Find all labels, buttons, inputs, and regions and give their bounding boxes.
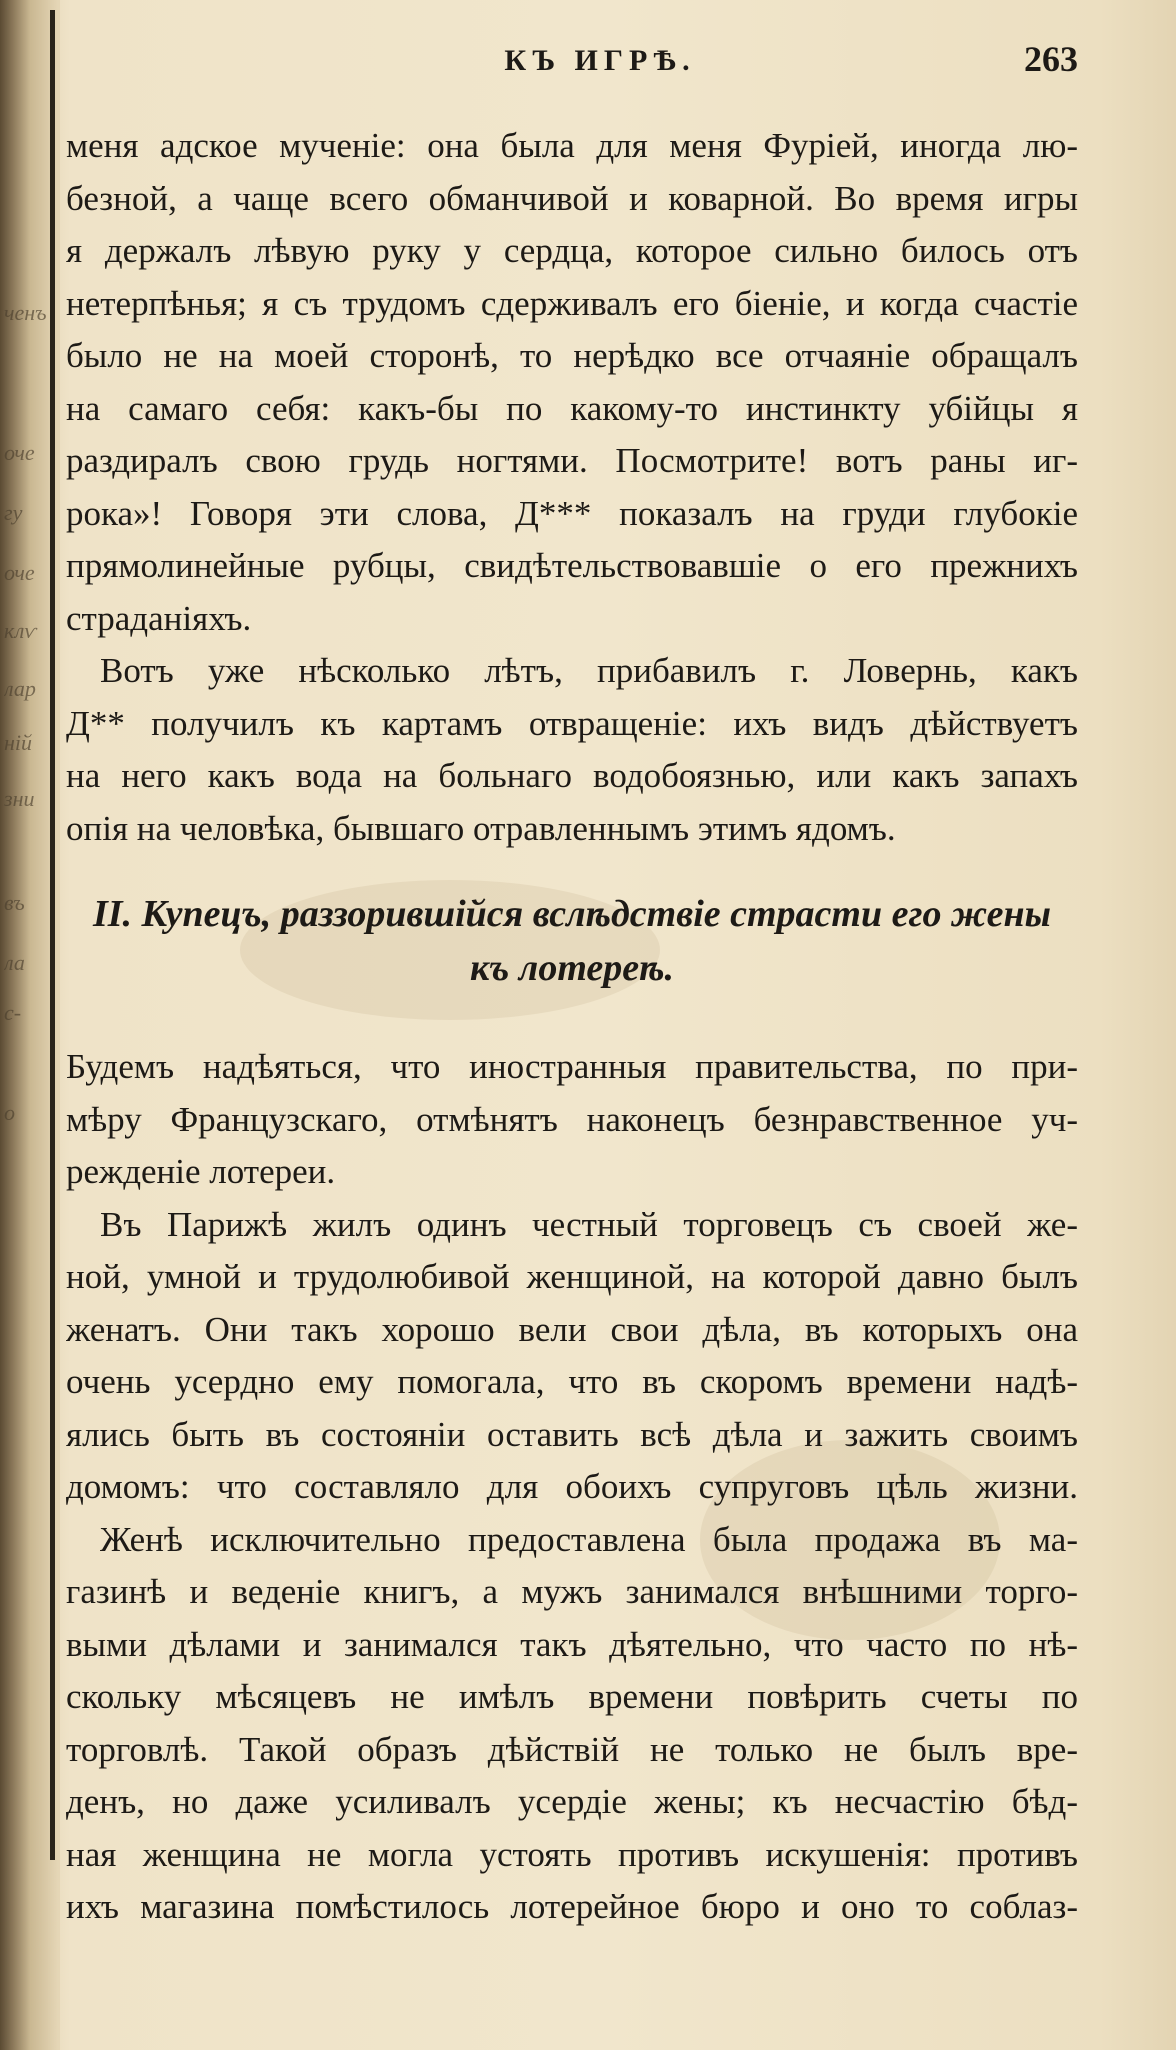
paragraph bbox=[66, 1514, 1078, 1934]
text-line: рока»! Говоря эти слова, Д*** показалъ на груди глубокіе bbox=[66, 493, 1078, 533]
running-head: КЪ ИГРѢ. bbox=[504, 44, 696, 77]
text-line: на него какъ вода на больнаго водобоязнью, или какъ запахъ bbox=[66, 756, 1078, 795]
text-line: очень усердно ему помогала, что въ скоромъ времени надѣ- bbox=[66, 1362, 1078, 1401]
text-line: безной, а чаще всего обманчивой и коварной. Во время игры bbox=[66, 178, 1078, 218]
text-line: страданіяхъ. bbox=[66, 598, 252, 638]
text-line: Женѣ исключительно предоставлена была продажа въ ма- bbox=[100, 1519, 1078, 1559]
page-number: 263 bbox=[1024, 39, 1078, 79]
text-line: было не на моей сторонѣ, то нерѣдко все отчаяніе обращалъ bbox=[66, 336, 1078, 375]
text-line: ихъ магазина помѣстилось лотерейное бюро и оно то соблаз- bbox=[66, 1887, 1078, 1926]
margin-fragment: оче bbox=[4, 560, 35, 585]
margin-fragment: клѵ bbox=[4, 618, 37, 643]
section-heading-line: къ лотереѣ. bbox=[470, 947, 674, 989]
margin-fragment: оче bbox=[4, 440, 35, 465]
section-heading-line: II. Купецъ, раззорившійся вслѣдствіе страсти его жены bbox=[92, 893, 1052, 935]
margin-fragment: ній bbox=[4, 730, 33, 755]
text-line: ной, умной и трудолюбивой женщиной, на которой давно былъ bbox=[66, 1257, 1078, 1296]
margin-fragment: лар bbox=[4, 676, 36, 701]
text-line: Будемъ надѣяться, что иностранныя правительства, по при- bbox=[66, 1047, 1078, 1086]
body-text bbox=[66, 120, 1078, 1934]
text-line: денъ, но даже усиливалъ усердіе жены; къ несчастію бѣд- bbox=[66, 1782, 1078, 1821]
text-line: выми дѣлами и занимался такъ дѣятельно, что часто по нѣ- bbox=[66, 1624, 1078, 1664]
text-line: женатъ. Они такъ хорошо вели свои дѣла, въ которыхъ она bbox=[66, 1309, 1078, 1349]
margin-fragment: ла bbox=[4, 950, 25, 975]
text-line: газинѣ и веденіе книгъ, а мужъ занимался внѣшними торго- bbox=[66, 1572, 1078, 1611]
section-heading bbox=[66, 887, 1078, 995]
text-line: Въ Парижѣ жилъ одинъ честный торговецъ съ своей же- bbox=[100, 1204, 1078, 1244]
text-line: скольку мѣсяцевъ не имѣлъ времени повѣрить счеты по bbox=[66, 1677, 1078, 1716]
text-line: нетерпѣнья; я съ трудомъ сдерживалъ его біеніе, и когда счастіе bbox=[66, 283, 1078, 323]
text-line: ная женщина не могла устоять противъ искушенія: противъ bbox=[66, 1834, 1078, 1874]
paragraph bbox=[66, 120, 1078, 645]
text-line: режденіе лотереи. bbox=[66, 1152, 336, 1191]
text-line: раздиралъ свою грудь ногтями. Посмотрите! вотъ раны иг- bbox=[66, 441, 1078, 480]
text-line: я держалъ лѣвую руку у сердца, которое сильно билось отъ bbox=[66, 231, 1078, 270]
text-line: Д** получилъ къ картамъ отвращеніе: ихъ видъ дѣйствуетъ bbox=[66, 703, 1078, 743]
margin-fragment: зни bbox=[4, 786, 35, 811]
paragraph bbox=[66, 645, 1078, 855]
text-line: ялись быть въ состояніи оставить всѣ дѣла и зажить своимъ bbox=[66, 1414, 1078, 1454]
paragraph bbox=[66, 1041, 1078, 1199]
text-line: торговлѣ. Такой образъ дѣйствій не только не былъ вре- bbox=[66, 1729, 1078, 1769]
page-edge-line bbox=[50, 10, 55, 1860]
margin-fragment: с- bbox=[4, 1000, 22, 1025]
text-line: домомъ: что составляло для обоихъ супруговъ цѣль жизни. bbox=[66, 1467, 1078, 1506]
margin-fragment: о bbox=[4, 1100, 15, 1125]
text-line: прямолинейные рубцы, свидѣтельствовавшіе о его прежнихъ bbox=[66, 546, 1078, 585]
text-line: опія на человѣка, бывшаго отравленнымъ этимъ ядомъ. bbox=[66, 808, 896, 848]
margin-fragment: ченъ bbox=[4, 300, 47, 325]
text-line: на самаго себя: какъ-бы по какому-то инстинкту убійцы я bbox=[66, 388, 1078, 428]
text-line: Вотъ уже нѣсколько лѣтъ, прибавилъ г. Ловернь, какъ bbox=[100, 651, 1078, 690]
margin-fragment: гу bbox=[4, 500, 23, 525]
text-line: мѣру Французскаго, отмѣнятъ наконецъ безнравственное уч- bbox=[66, 1099, 1078, 1139]
text-line: меня адское мученіе: она была для меня Фуріей, иногда лю- bbox=[66, 126, 1078, 165]
margin-fragment: въ bbox=[4, 890, 25, 915]
paragraph bbox=[66, 1199, 1078, 1514]
